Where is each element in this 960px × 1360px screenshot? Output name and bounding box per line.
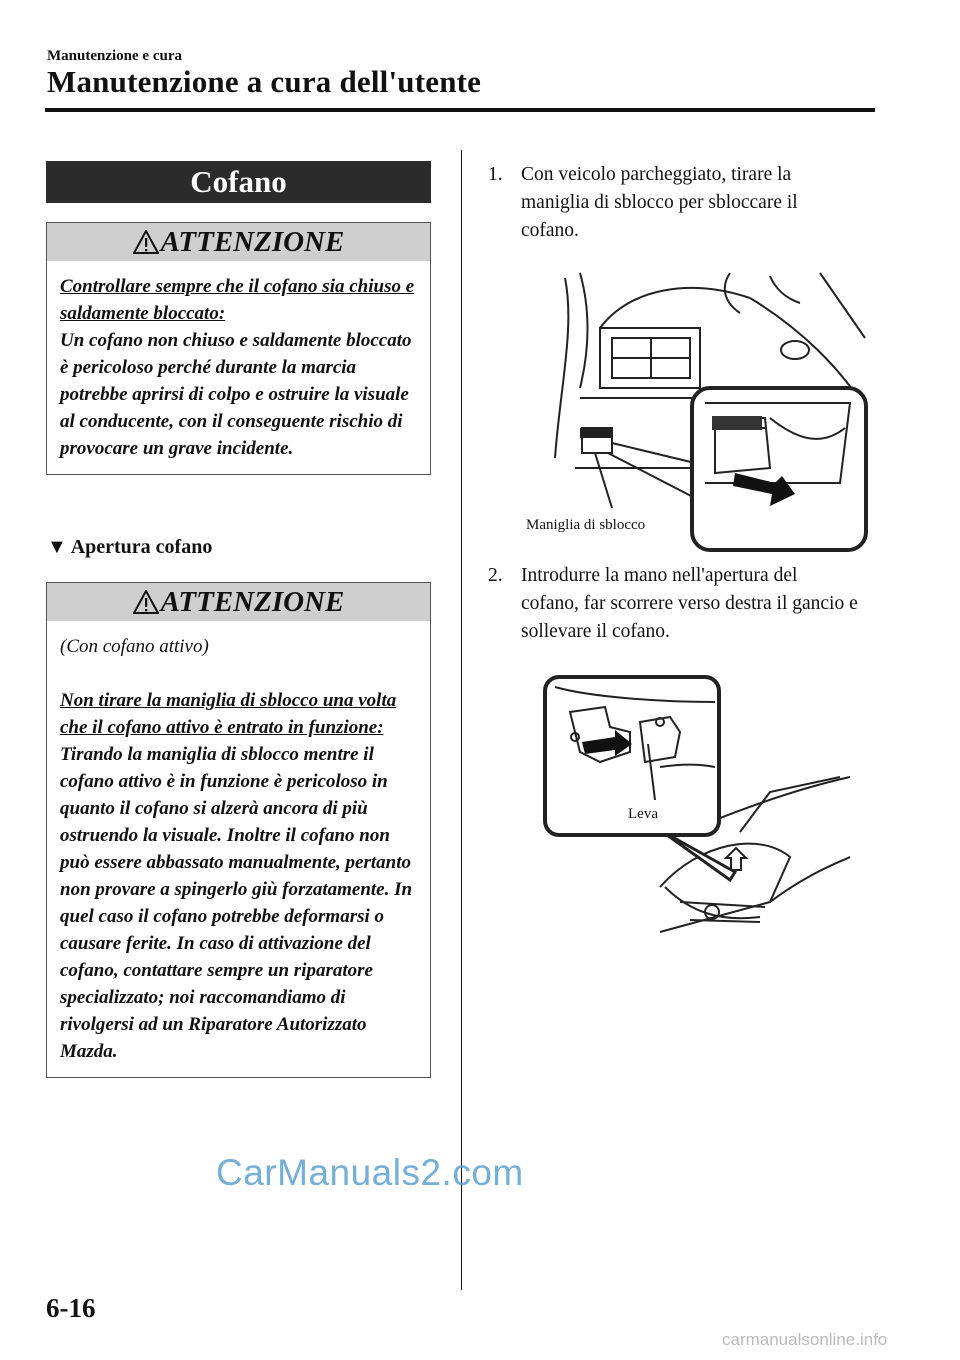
release-handle-figure <box>520 268 870 558</box>
page-number: 6-16 <box>46 1293 96 1323</box>
warning-body <box>47 621 430 1077</box>
step-text: Introdurre la mano nell'apertura del cofano, far scorrere verso destra il gancio e sollevare il cofano. <box>521 565 858 642</box>
warning-box-2 <box>46 582 431 1078</box>
watermark-site: carmanualsonline.info <box>722 1330 888 1349</box>
chapter-title: Manutenzione a cura dell'utente <box>47 64 482 99</box>
warning-header <box>47 583 430 621</box>
subheading-text: Apertura cofano <box>70 536 213 558</box>
warning-emphasis: Controllare sempre che il cofano sia chiuso e saldamente bloccato: <box>60 276 415 324</box>
step-number: 1. <box>488 164 503 185</box>
warning-text: Tirando la maniglia di sblocco mentre il cofano attivo è in funzione è pericoloso in quanto il cofano si alzerà ancora di più ostruendo la visuale. Inoltre il cofano non può essere abbassato manualmente, pertanto non provare a spingerlo giù forzatamente. In quel caso il cofano potrebbe deformarsi o causare ferite. In caso di attivazione del cofano, contattare sempre un riparatore specializzato; noi raccomandiamo di rivolgersi ad un Riparatore Autorizzato Mazda. <box>60 744 413 1062</box>
topic-title: Cofano <box>46 161 431 203</box>
warning-label: ATTENZIONE <box>160 586 345 618</box>
step-1 <box>488 161 858 245</box>
header-rule <box>45 108 875 112</box>
figure-callout: Leva <box>628 806 658 822</box>
warning-emphasis: Non tirare la maniglia di sblocco una volta che il cofano attivo è entrato in funzione: <box>60 690 397 738</box>
figure-callout: Maniglia di sblocco <box>526 517 646 533</box>
warning-text: Un cofano non chiuso e saldamente bloccato è pericoloso perché durante la marcia potrebbe aprirsi di colpo e ostruire la visuale al conducente, con il conseguente rischio di provocare un grave incidente. <box>60 330 412 459</box>
step-text: Con veicolo parcheggiato, tirare la maniglia di sblocco per sbloccare il cofano. <box>521 164 798 241</box>
hood-lever-figure <box>540 672 860 962</box>
watermark: CarManuals2.com <box>216 1152 524 1193</box>
column-divider <box>461 150 462 1290</box>
triangle-marker-icon: ▼ <box>47 536 67 558</box>
warning-label: ATTENZIONE <box>160 226 345 258</box>
warning-note: (Con cofano attivo) <box>60 636 209 657</box>
subheading <box>47 536 212 559</box>
warning-body <box>47 261 430 474</box>
warning-triangle-icon <box>133 230 159 254</box>
warning-triangle-icon <box>133 590 159 614</box>
arrow-icon <box>726 848 746 870</box>
section-title: Manutenzione e cura <box>47 48 182 64</box>
warning-header <box>47 223 430 261</box>
step-number: 2. <box>488 565 503 586</box>
step-2 <box>488 562 858 646</box>
warning-box-1 <box>46 222 431 475</box>
